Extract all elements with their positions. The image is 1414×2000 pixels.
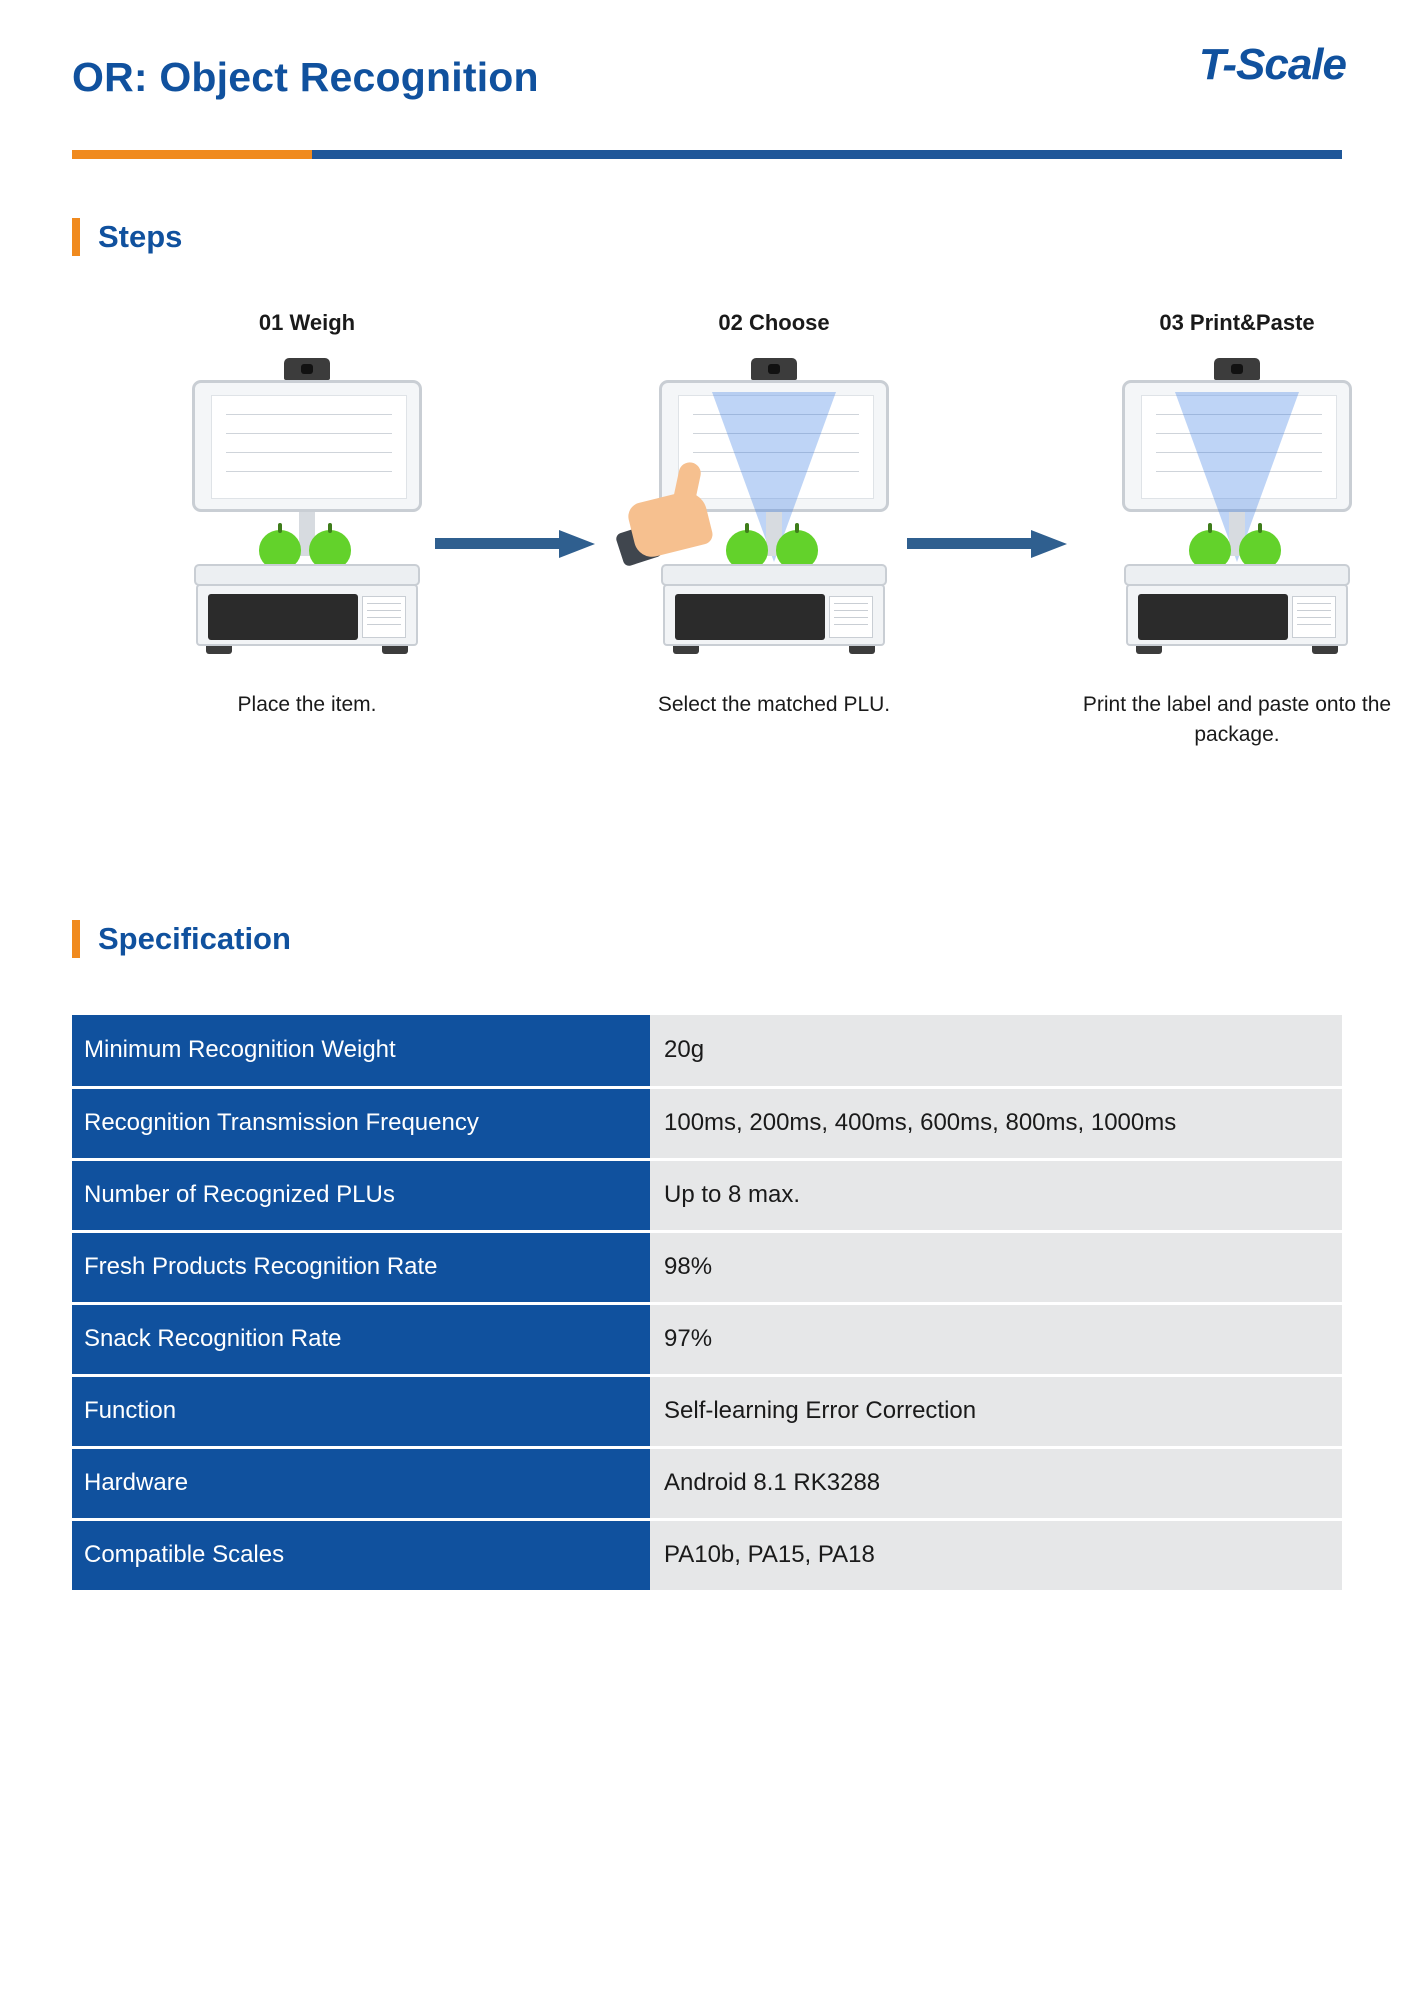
spec-key: Number of Recognized PLUs <box>72 1159 650 1231</box>
step-item <box>142 310 472 716</box>
table-row <box>72 1447 1342 1519</box>
scale-illustration-print <box>1112 358 1362 668</box>
table-row <box>72 1519 1342 1591</box>
spec-key: Compatible Scales <box>72 1519 650 1591</box>
hand-pointing-icon <box>631 454 727 564</box>
spec-key: Recognition Transmission Frequency <box>72 1087 650 1159</box>
table-row <box>72 1375 1342 1447</box>
flow-arrow <box>907 530 1067 556</box>
table-row <box>72 1159 1342 1231</box>
scale-body <box>663 584 885 646</box>
scale-platter <box>661 564 887 586</box>
spec-key: Fresh Products Recognition Rate <box>72 1231 650 1303</box>
step-label: 03 Print&Paste <box>1159 310 1315 335</box>
scale-body <box>196 584 418 646</box>
scale-feet <box>206 646 408 654</box>
scale-body <box>1126 584 1348 646</box>
scale-feet <box>673 646 875 654</box>
camera-icon <box>751 358 797 380</box>
scale-platter <box>1124 564 1350 586</box>
page-header <box>0 0 1414 175</box>
printer-slot <box>675 594 825 640</box>
keypad-icon <box>362 596 406 638</box>
scale-feet <box>1136 646 1338 654</box>
spec-section-title: Specification <box>98 921 291 956</box>
step-caption: Print the label and paste onto the package. <box>1082 693 1392 747</box>
section-accent-bar <box>72 920 80 958</box>
specification-table <box>72 1015 1342 1593</box>
section-accent-bar <box>72 218 80 256</box>
step-item <box>609 310 939 716</box>
keypad-icon <box>829 596 873 638</box>
spec-value: 98% <box>650 1231 1342 1303</box>
step-item <box>1072 310 1402 747</box>
printer-slot <box>1138 594 1288 640</box>
step-caption: Place the item. <box>237 693 377 716</box>
screen-content <box>211 395 407 499</box>
spec-value: Self-learning Error Correction <box>650 1375 1342 1447</box>
flow-arrow <box>435 530 595 556</box>
spec-key: Snack Recognition Rate <box>72 1303 650 1375</box>
brand-logo: T-Scale <box>1198 40 1346 89</box>
step-label: 01 Weigh <box>258 310 356 335</box>
screen <box>192 380 422 512</box>
step-label: 02 Choose <box>718 310 830 335</box>
camera-icon <box>1214 358 1260 380</box>
camera-icon <box>284 358 330 380</box>
table-row <box>72 1015 1342 1087</box>
scale-illustration-choose <box>649 358 899 668</box>
spec-value: Up to 8 max. <box>650 1159 1342 1231</box>
table-row <box>72 1231 1342 1303</box>
page-title: OR: Object Recognition <box>72 54 539 100</box>
keypad-icon <box>1292 596 1336 638</box>
table-row <box>72 1303 1342 1375</box>
spec-value: PA10b, PA15, PA18 <box>650 1519 1342 1591</box>
header-rule-accent <box>72 150 312 159</box>
step-caption: Select the matched PLU. <box>657 693 891 716</box>
spec-key: Minimum Recognition Weight <box>72 1015 650 1087</box>
spec-value: 20g <box>650 1015 1342 1087</box>
table-row <box>72 1087 1342 1159</box>
spec-value: 97% <box>650 1303 1342 1375</box>
spec-value: Android 8.1 RK3288 <box>650 1447 1342 1519</box>
scale-illustration-weigh <box>182 358 432 668</box>
spec-value: 100ms, 200ms, 400ms, 600ms, 800ms, 1000ms <box>650 1087 1342 1159</box>
steps-section-title: Steps <box>98 219 183 254</box>
printer-slot <box>208 594 358 640</box>
steps-diagram <box>72 310 1392 870</box>
steps-section-heading <box>72 218 182 256</box>
spec-key: Function <box>72 1375 650 1447</box>
spec-key: Hardware <box>72 1447 650 1519</box>
spec-section-heading <box>72 920 291 958</box>
scale-platter <box>194 564 420 586</box>
